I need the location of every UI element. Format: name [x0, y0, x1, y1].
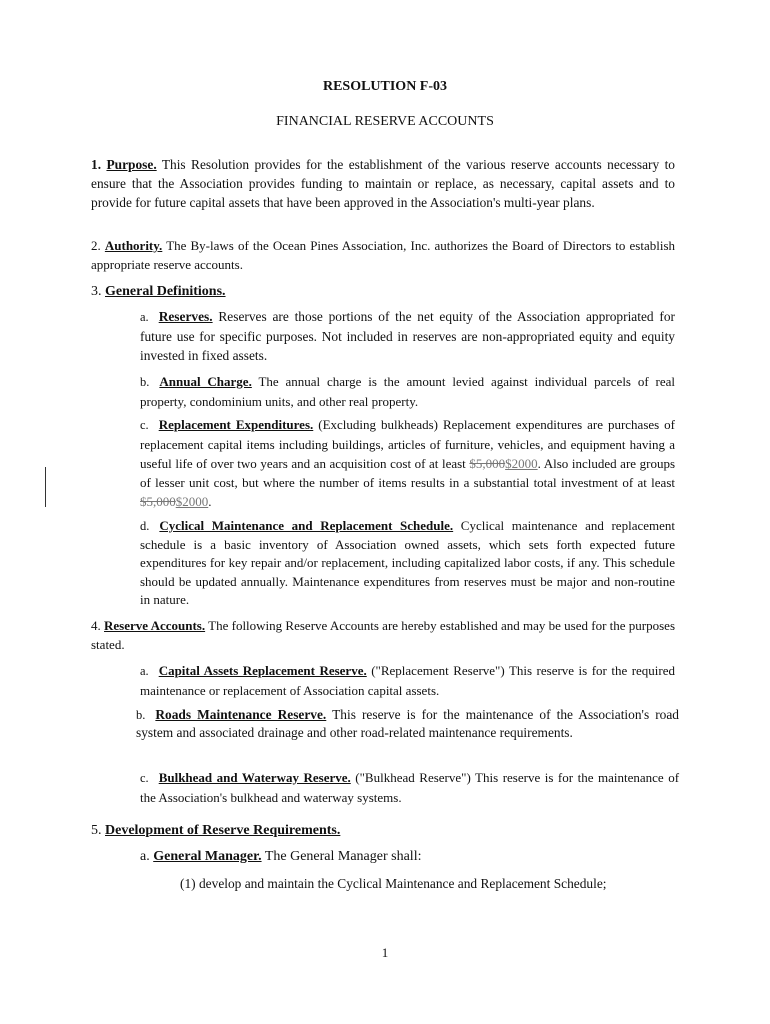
section-purpose: [91, 155, 675, 212]
reserve-capital-assets: [140, 661, 675, 700]
section-authority: [91, 236, 675, 274]
item-text: . Also included are groups of lesser unit cost, but where the number of items results in a substantial total investment of at least: [140, 456, 675, 490]
section-reserve-accounts: [91, 616, 675, 654]
item-label: c.: [140, 418, 149, 432]
definition-cyclical-maintenance: [140, 517, 675, 610]
item-heading: Annual Charge.: [159, 374, 252, 389]
section-number: 2.: [91, 238, 101, 253]
item-heading: Capital Assets Replacement Reserve.: [158, 663, 367, 678]
section-text: The following Reserve Accounts are hereby established and may be used for the purposes stated.: [91, 618, 676, 652]
section-reserve-requirements: [91, 821, 675, 840]
deleted-amount: $5,000: [140, 494, 176, 509]
item-text: This reserve is for the maintenance of the Association's road system and associated drainage and other road-related maintenance requirements.: [136, 707, 679, 740]
definition-replacement-expenditures: [140, 415, 675, 511]
item-text: ("Bulkhead Reserve") This reserve is for the maintenance of the Association's bulkhead and waterway systems.: [140, 770, 680, 805]
section-general-definitions: [91, 282, 675, 301]
section-heading: Reserve Accounts.: [104, 618, 206, 633]
item-label: c.: [140, 771, 149, 785]
inserted-amount: $2000: [505, 456, 538, 471]
duty-item-1: [180, 874, 620, 893]
section-heading: Development of Reserve Requirements.: [105, 823, 341, 838]
section-number: 1.: [91, 157, 102, 172]
item-heading: General Manager.: [153, 849, 262, 864]
item-heading: Reserves.: [158, 309, 213, 324]
item-text: (Excluding bulkheads) Replacement expenditures are purchases of replacement capital items including buildings, articles of furniture, vehicles, and equipment having a useful life of over two years and an acquisition cost of at least: [140, 417, 676, 471]
section-heading: Authority.: [104, 238, 163, 253]
section-number: 3.: [91, 284, 102, 299]
item-heading: Cyclical Maintenance and Replacement Schedule.: [159, 518, 454, 533]
item-label: (1): [180, 876, 196, 891]
revision-change-bar: [45, 467, 46, 507]
item-label: a.: [140, 310, 149, 324]
section-text: This Resolution provides for the establishment of the various reserve accounts necessary to ensure that the Association provides funding to maintain or replace, as necessary, capital assets and to provide for future capital assets that have been approved in the Association's multi-year plans.: [91, 157, 675, 210]
definition-reserves: [140, 307, 675, 365]
item-text: The General Manager shall:: [264, 849, 422, 864]
section-heading: Purpose.: [106, 157, 157, 172]
section-number: 4.: [91, 618, 101, 633]
item-label: a.: [140, 664, 149, 678]
inserted-amount: $2000: [175, 494, 209, 509]
item-text: develop and maintain the Cyclical Maintenance and Replacement Schedule;: [198, 876, 607, 891]
item-heading: Replacement Expenditures.: [158, 417, 314, 432]
item-text: .: [208, 494, 212, 509]
item-label: a.: [140, 849, 150, 864]
item-text: ("Replacement Reserve") This reserve is for the required maintenance or replacement of Association capital assets.: [140, 663, 676, 698]
general-manager-duties: [140, 847, 675, 866]
definition-annual-charge: [140, 372, 675, 411]
item-label: b.: [136, 708, 146, 722]
resolution-title: RESOLUTION F-03: [322, 79, 448, 94]
item-label: b.: [140, 375, 150, 389]
section-number: 5.: [91, 823, 102, 838]
reserve-roads-maintenance: [136, 706, 679, 742]
item-text: The annual charge is the amount levied against individual parcels of real property, condominium units, and other real property.: [140, 374, 675, 409]
item-heading: Bulkhead and Waterway Reserve.: [158, 770, 351, 785]
item-heading: Roads Maintenance Reserve.: [155, 707, 327, 722]
item-label: d.: [140, 519, 150, 533]
item-text: Cyclical maintenance and replacement schedule is a basic inventory of Association owned assets, which sets forth expected future expenditures for key repair and/or replacement, including capitalized labor costs, if any. This schedule should be updated annually. Maintenance expenditures from reserves must be major and non-routine in nature.: [140, 518, 675, 607]
section-heading: General Definitions.: [105, 284, 226, 299]
reserve-bulkhead-waterway: [140, 768, 679, 807]
page-number: 1: [381, 945, 389, 960]
deleted-amount: $5,000: [469, 456, 506, 471]
resolution-subtitle: FINANCIAL RESERVE ACCOUNTS: [276, 114, 494, 129]
item-text: Reserves are those portions of the net equity of the Association appropriated for future use for specific purposes. Not included in reserves are non-appropriated equity and equity invested in fixed assets.: [140, 309, 675, 363]
section-text: The By-laws of the Ocean Pines Association, Inc. authorizes the Board of Directors to establish appropriate reserve accounts.: [91, 238, 676, 272]
